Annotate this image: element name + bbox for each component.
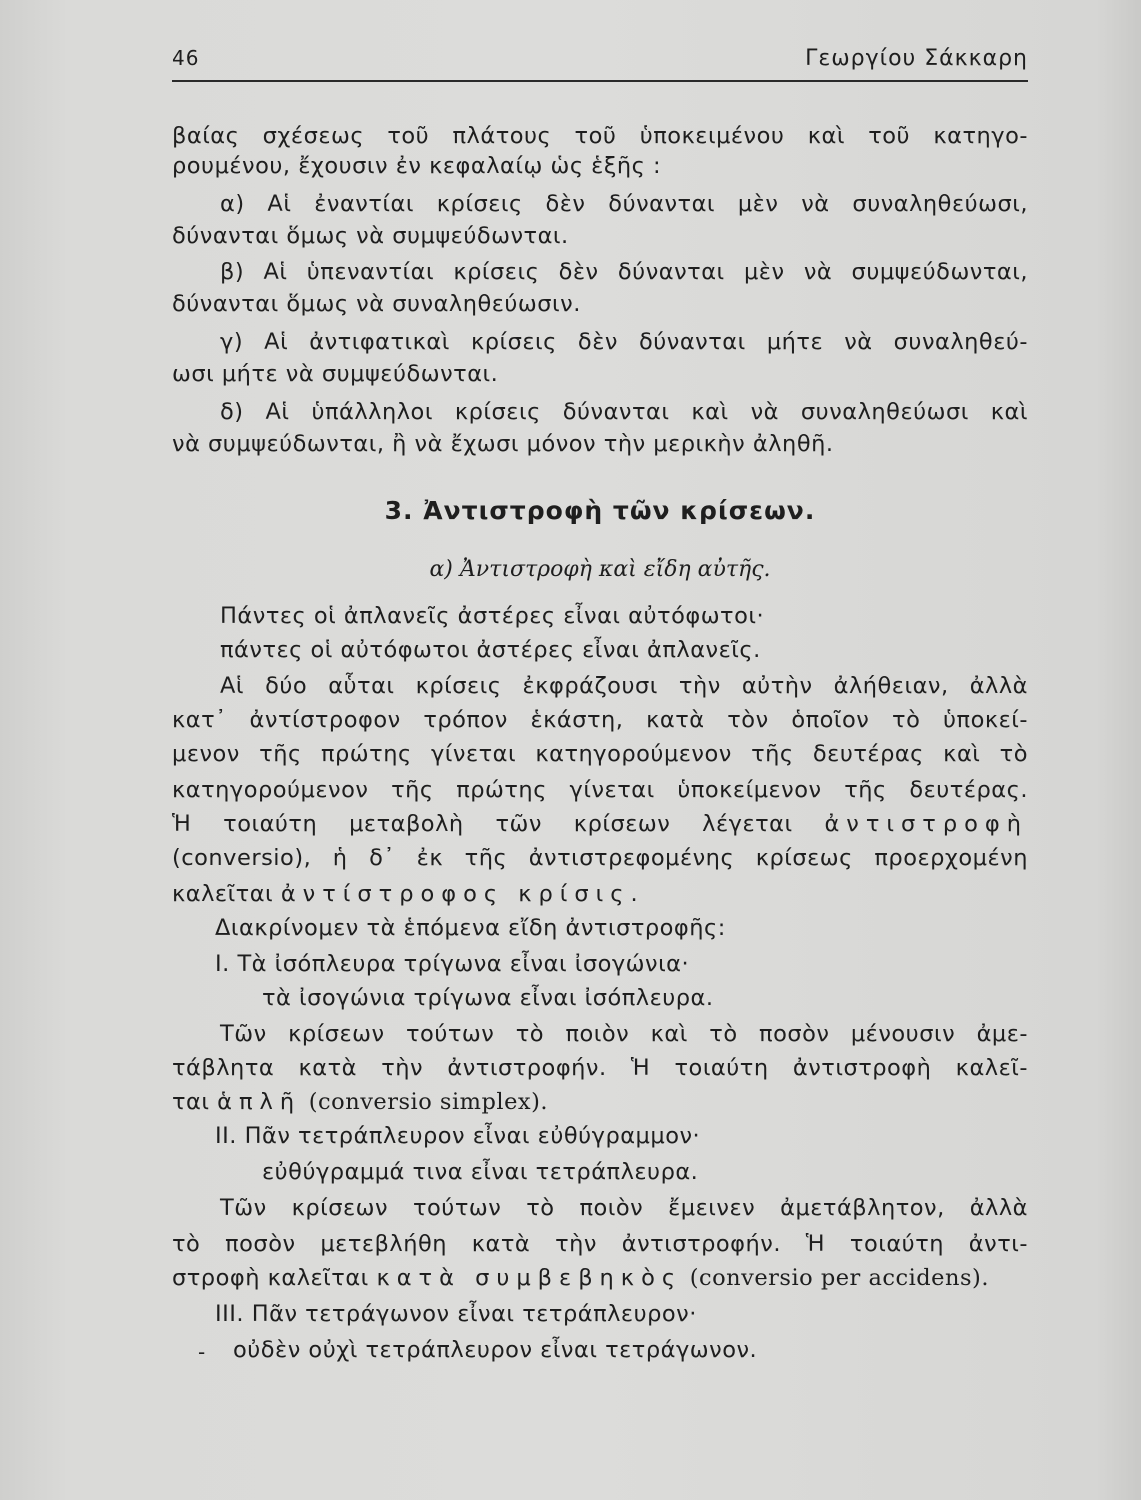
- text-line: ωσι μήτε νὰ συμψεύδωνται.: [172, 361, 499, 387]
- example-line: Πάντες οἱ ἀπλανεῖς ἀστέρες εἶναι αὐτόφωτοι·: [220, 603, 765, 629]
- text-line: κατηγορούμενον τῆς πρώτης γίνεται ὑποκείμενον τῆς δευτέρας.: [172, 777, 1028, 803]
- text-line: δύνανται ὅμως νὰ συναληθεύωσιν.: [172, 291, 581, 317]
- example-line: εὐθύγραμμά τινα εἶναι τετράπλευρα.: [262, 1159, 699, 1185]
- spaced-term: ἀντίστροφος κρίσις.: [280, 881, 645, 907]
- spaced-term: ἀντιστροφὴ: [824, 811, 1028, 837]
- spaced-term: ἁπλῆ: [217, 1089, 302, 1115]
- text-line: [172, 1263, 1028, 1293]
- list-item-b: β) Αἱ ὑπεναντίαι κρίσεις δὲν δύνανται μὲν νὰ συμψεύδωνται,: [220, 259, 1028, 285]
- text-span: καλεῖται: [172, 881, 274, 907]
- text-line: Τῶν κρίσεων τούτων τὸ ποιὸν ἔμεινεν ἀμετάβλητον, ἀλλὰ: [220, 1195, 1028, 1221]
- text-line: [172, 809, 1028, 839]
- text-line: [172, 1087, 1028, 1117]
- text-line: κατ᾽ ἀντίστροφον τρόπον ἑκάστη, κατὰ τὸν ὁποῖον τὸ ὑποκεί-: [172, 707, 1028, 733]
- section-title: 3. Ἀντιστροφὴ τῶν κρίσεων.: [384, 496, 816, 525]
- text-span: Ἡ τοιαύτη μεταβολὴ τῶν κρίσεων λέγεται: [172, 811, 793, 837]
- page-number: 46: [172, 46, 200, 70]
- text-line: τάβλητα κατὰ τὴν ἀντιστροφήν. Ἡ τοιαύτη ἀντιστροφὴ καλεῖ-: [172, 1055, 1028, 1081]
- text-line: τὸ ποσὸν μετεβλήθη κατὰ τὴν ἀντιστροφήν. Ἡ τοιαύτη ἀντι-: [172, 1231, 1028, 1257]
- example-line: οὐδὲν οὐχὶ τετράπλευρον εἶναι τετράγωνον.: [233, 1337, 758, 1363]
- example-line: τὰ ἰσογώνια τρίγωνα εἶναι ἰσόπλευρα.: [262, 985, 714, 1011]
- example-line: III. Πᾶν τετράγωνον εἶναι τετράπλευρον·: [215, 1301, 697, 1327]
- example-line: πάντες οἱ αὐτόφωτοι ἀστέρες εἶναι ἀπλανεῖς.: [220, 637, 761, 663]
- text-span: στροφὴ καλεῖται: [172, 1265, 369, 1291]
- text-span: (conversio simplex).: [308, 1089, 549, 1115]
- list-item-a: α) Αἱ ἐναντίαι κρίσεις δὲν δύνανται μὲν νὰ συναληθεύωσι,: [220, 191, 1028, 217]
- list-item-d: δ) Αἱ ὑπάλληλοι κρίσεις δύνανται καὶ νὰ συναληθεύωσι καὶ: [220, 399, 1028, 425]
- example-line: I. Τὰ ἰσόπλευρα τρίγωνα εἶναι ἰσογώνια·: [215, 951, 690, 977]
- text-line: βαίας σχέσεως τοῦ πλάτους τοῦ ὑποκειμένου καὶ τοῦ κατηγο-: [172, 123, 1028, 149]
- text-span: (conversio per accidens).: [689, 1265, 989, 1291]
- spaced-term: κατὰ συμβεβηκὸς: [376, 1265, 683, 1291]
- example-line: II. Πᾶν τετράπλευρον εἶναι εὐθύγραμμον·: [215, 1123, 701, 1149]
- page-header: [172, 40, 1028, 82]
- margin-mark: -: [198, 1340, 206, 1364]
- text-line: (conversio), ἡ δ᾽ ἐκ τῆς ἀντιστρεφομένης κρίσεως προερχομένη: [172, 845, 1028, 871]
- text-line: δύνανται ὅμως νὰ συμψεύδωνται.: [172, 223, 569, 249]
- list-item-g: γ) Αἱ ἀντιφατικαὶ κρίσεις δὲν δύνανται μήτε νὰ συναληθεύ-: [220, 329, 1028, 355]
- subsection-title: α) Ἀντιστροφὴ καὶ εἴδη αὐτῆς.: [429, 557, 771, 582]
- text-line: Διακρίνομεν τὰ ἑπόμενα εἴδη ἀντιστροφῆς:: [215, 915, 726, 941]
- text-line: νὰ συμψεύδωνται, ἢ νὰ ἔχωσι μόνον τὴν μερικὴν ἀληθῆ.: [172, 431, 834, 457]
- text-span: ται: [172, 1089, 210, 1115]
- text-line: [172, 879, 1028, 909]
- text-line: ρουμένου, ἔχουσιν ἐν κεφαλαίῳ ὡς ἑξῆς :: [172, 153, 662, 179]
- text-line: μενον τῆς πρώτης γίνεται κατηγορούμενον τῆς δευτέρας καὶ τὸ: [172, 741, 1028, 767]
- text-line: Αἱ δύο αὗται κρίσεις ἐκφράζουσι τὴν αὐτὴν ἀλήθειαν, ἀλλὰ: [220, 673, 1028, 699]
- text-line: Τῶν κρίσεων τούτων τὸ ποιὸν καὶ τὸ ποσὸν μένουσιν ἀμε-: [220, 1021, 1028, 1047]
- running-head: Γεωργίου Σάκκαρη: [805, 46, 1028, 71]
